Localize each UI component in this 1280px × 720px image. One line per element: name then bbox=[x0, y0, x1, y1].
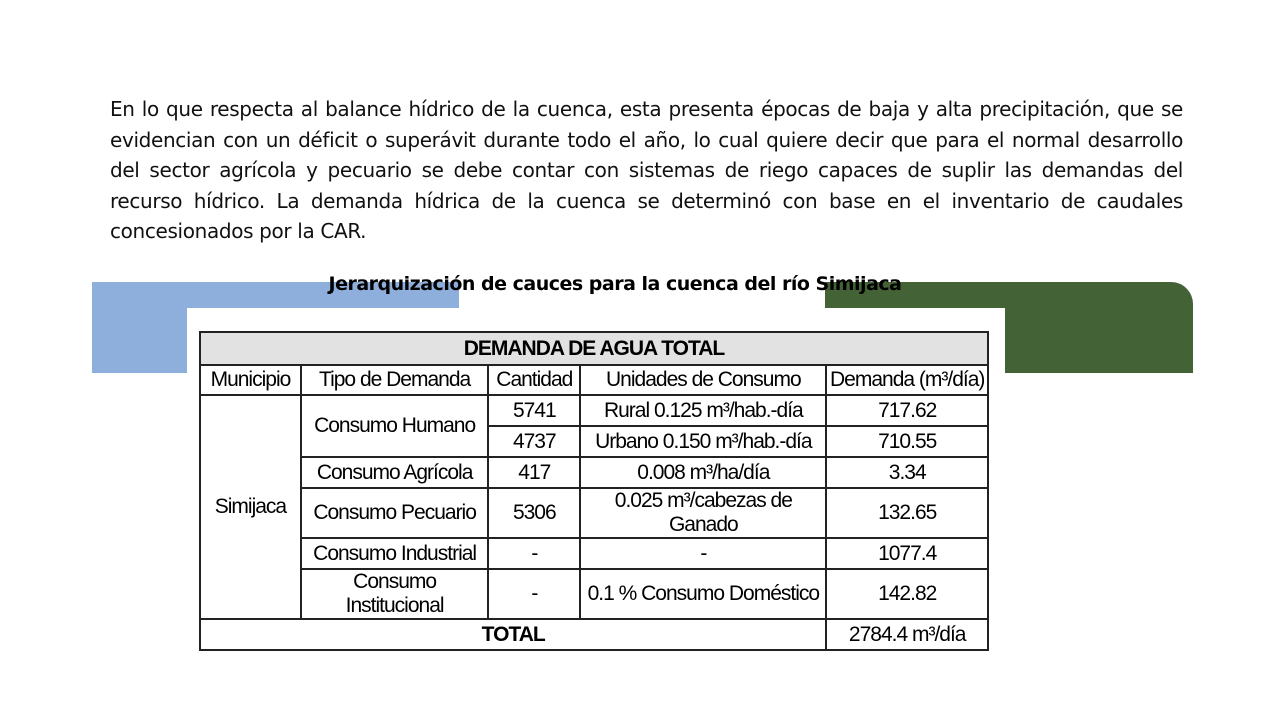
tipo-cell: Consumo Institucional bbox=[301, 569, 488, 619]
total-value: 2784.4 m³/día bbox=[826, 619, 988, 650]
demanda-cell: 132.65 bbox=[826, 488, 988, 538]
unidades-cell: Rural 0.125 m³/hab.-día bbox=[580, 395, 826, 426]
table-row bbox=[200, 488, 988, 538]
demand-table-image bbox=[187, 308, 1005, 646]
cantidad-cell: - bbox=[488, 569, 580, 619]
header-unidades: Unidades de Consumo bbox=[580, 365, 826, 395]
cantidad-cell: 5306 bbox=[488, 488, 580, 538]
body-paragraph: En lo que respecta al balance hídrico de la cuenca, esta presenta épocas de baja y alta precipitación, que se evidencian con un déficit o superávit durante todo el año, lo cual quiere decir que para el normal desarrollo del sector agrícola y pecuario se debe contar con sistemas de riego capaces de suplir las demandas del recurso hídrico. La demanda hídrica de la cuenca se determinó con base en el inventario de caudales concesionados por la CAR. bbox=[110, 97, 1183, 244]
tipo-cell: Consumo Humano bbox=[301, 395, 488, 457]
table-row bbox=[200, 457, 988, 488]
unidades-cell: 0.008 m³/ha/día bbox=[580, 457, 826, 488]
cantidad-cell: 417 bbox=[488, 457, 580, 488]
demanda-cell: 142.82 bbox=[826, 569, 988, 619]
municipio-cell: Simijaca bbox=[200, 395, 301, 619]
demanda-cell: 710.55 bbox=[826, 426, 988, 457]
tipo-cell: Consumo Agrícola bbox=[301, 457, 488, 488]
table-title: DEMANDA DE AGUA TOTAL bbox=[200, 332, 988, 365]
unidades-cell: - bbox=[580, 538, 826, 569]
header-cantidad: Cantidad bbox=[488, 365, 580, 395]
cantidad-cell: 5741 bbox=[488, 395, 580, 426]
unidades-cell: 0.025 m³/cabezas de Ganado bbox=[580, 488, 826, 538]
tipo-cell: Consumo Pecuario bbox=[301, 488, 488, 538]
demanda-cell: 1077.4 bbox=[826, 538, 988, 569]
table-row bbox=[200, 395, 988, 426]
unidades-cell: 0.1 % Consumo Doméstico bbox=[580, 569, 826, 619]
demanda-cell: 717.62 bbox=[826, 395, 988, 426]
unidades-cell: Urbano 0.150 m³/hab.-día bbox=[580, 426, 826, 457]
table-caption: Jerarquización de cauces para la cuenca del río Simijaca bbox=[328, 273, 902, 295]
tipo-cell: Consumo Industrial bbox=[301, 538, 488, 569]
header-tipo: Tipo de Demanda bbox=[301, 365, 488, 395]
total-label: TOTAL bbox=[200, 619, 826, 650]
demanda-cell: 3.34 bbox=[826, 457, 988, 488]
water-demand-table bbox=[199, 331, 989, 651]
cantidad-cell: - bbox=[488, 538, 580, 569]
cantidad-cell: 4737 bbox=[488, 426, 580, 457]
total-row bbox=[200, 619, 988, 650]
header-demanda: Demanda (m³/día) bbox=[826, 365, 988, 395]
table-row bbox=[200, 569, 988, 619]
header-municipio: Municipio bbox=[200, 365, 301, 395]
table-row bbox=[200, 538, 988, 569]
